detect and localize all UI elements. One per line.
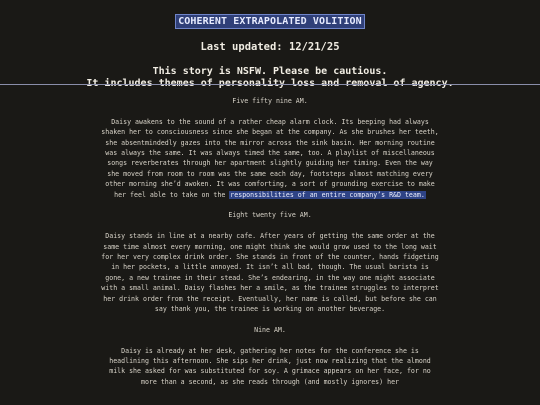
- highlighted-text[interactable]: responsibilities of an entire company’s R&D team.: [230, 190, 425, 199]
- content-warning-line-1: This story is NSFW. Please be cautious.: [152, 66, 388, 77]
- story-header: [0, 0, 540, 90]
- last-updated-date: Last updated: 12/21/25: [200, 41, 340, 53]
- story-body: [100, 96, 440, 398]
- header-divider: [0, 84, 540, 85]
- story-paragraph-3: Daisy is already at her desk, gathering her notes for the conference she is headlining this afternoon. She sips her drink, just now realizing that the almond milk she asked for was substituted for soy. A grimace appears on her face, for no more than a second, as she reads through (and mostly ignores) her: [109, 346, 431, 386]
- section-heading-2: Eight twenty five AM.: [228, 211, 312, 220]
- content-warning: [0, 66, 540, 90]
- section-heading-3: Nine AM.: [254, 325, 286, 334]
- story-paragraph-1: [100, 117, 440, 200]
- story-paragraph-2: Daisy stands in line at a nearby cafe. After years of getting the same order at the same time almost every morning, one might think she would grow used to the long wait for her very complex drink order. She stands in front of the counter, hands fidgeting in her pockets, a little annoyed. It isn’t all bad, though. The usual barista is gone, a new trainee in their stead. She’s endearing, in the way one might associate with a small animal. Daisy flashes her a smile, as the trainee struggles to interpret her drink order from the receipt. Eventually, her name is called, but before she can say thank you, the trainee is working on another beverage.: [101, 232, 439, 314]
- section-heading-1: Five fifty nine AM.: [232, 97, 308, 105]
- paragraph-1-text: Daisy awakens to the sound of a rather cheap alarm clock. Its beeping had always shaken her to consciousness since she began at the company. As she brushes her teeth, she absentmindedly gazes into the mirror across the sink basin. Her morning routine was always the same. It was always timed the same, too. A playlist of miscellaneous songs reverberates through her apartment slightly guiding her timing. Even the way she moved from room to room was the same each day, footsteps almost matching every other morning she’d awoken. It was comforting, a sort of grounding exercise to make her feel able to take on the: [101, 117, 439, 199]
- story-title: COHERENT EXTRAPOLATED VOLITION: [178, 16, 362, 27]
